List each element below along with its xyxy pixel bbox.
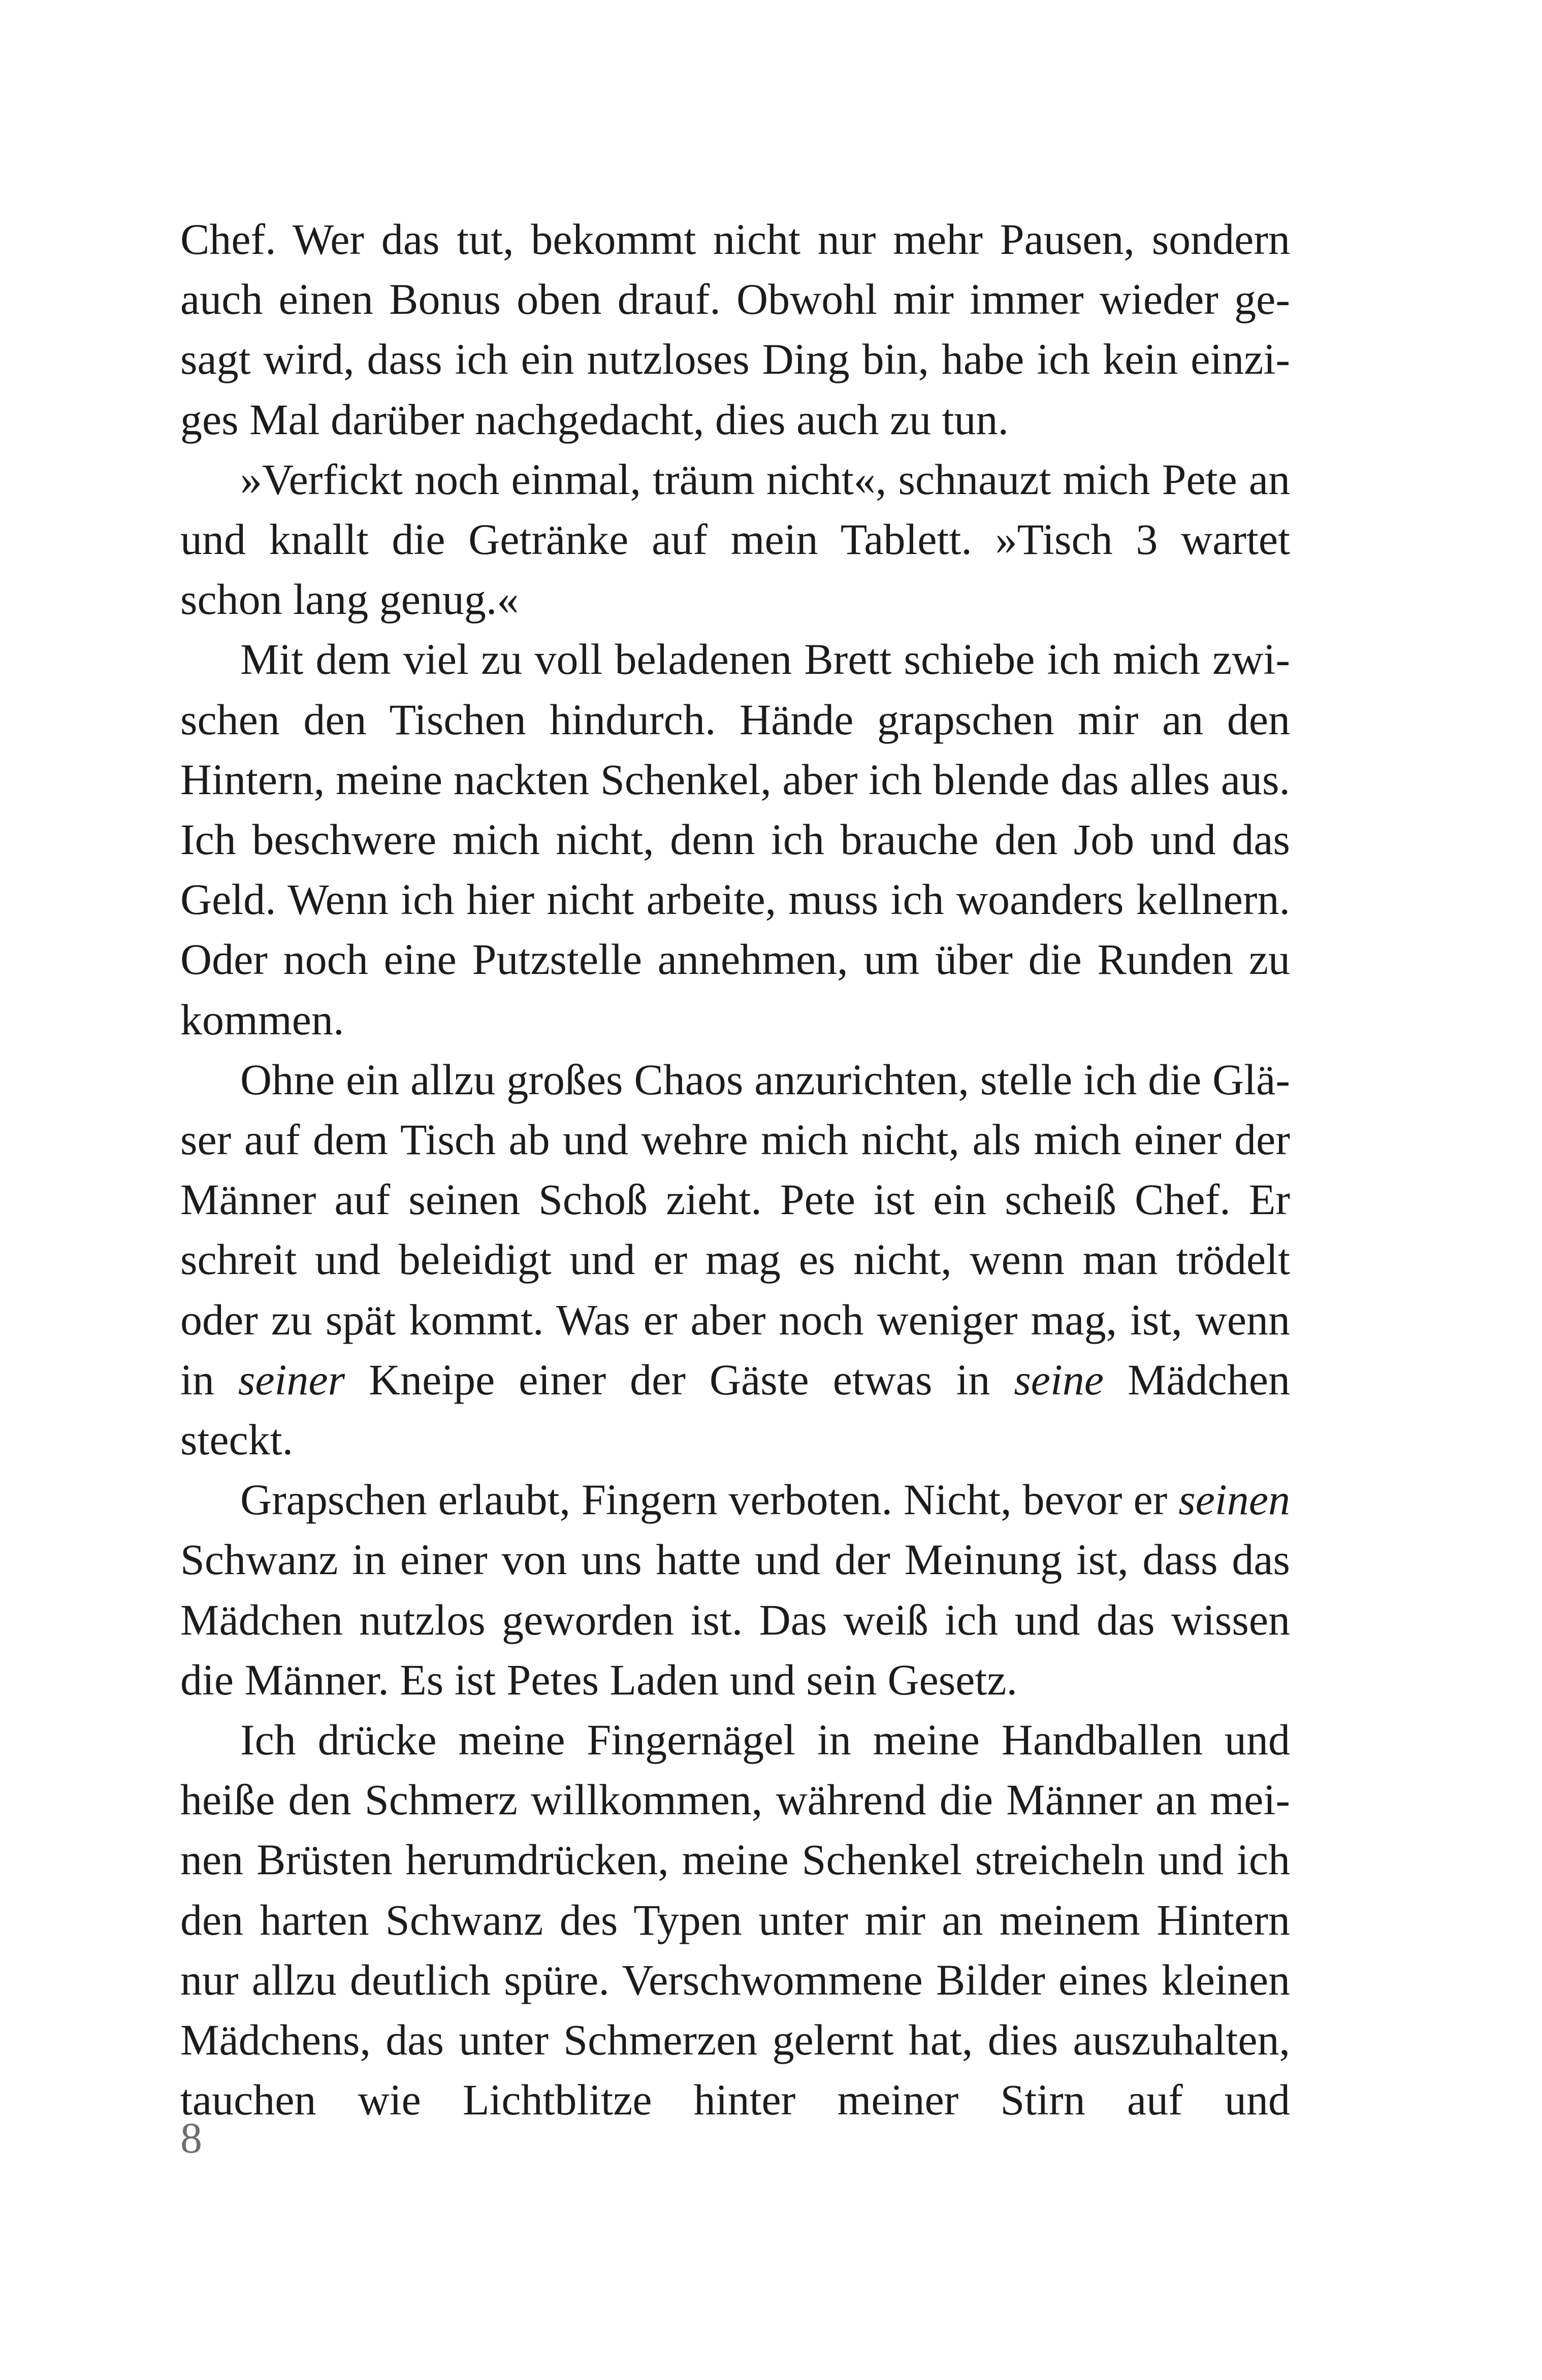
italic-text-run: seine [1014,1355,1104,1404]
text-run: Ohne ein allzu großes Chaos anzurichten, stelle ich die Gläser auf dem Tisch ab und wehre mich nicht, als mich einer der Männer auf seinen Schoß zieht. Pete ist ein scheiß Chef. Er schreit und beleidigt und er mag es nicht, wenn man trödelt oder zu spät kommt. Was er aber noch weniger mag, ist, wenn in [180,1055,1290,1404]
page-number: 8 [180,2113,202,2162]
italic-text-run: seinen [1178,1475,1290,1524]
paragraph [180,1050,1290,1470]
paragraph [180,1470,1290,1710]
paragraph [180,209,1290,449]
text-run: Ich drücke meine Fingernägel in meine Handballen und heiße den Schmerz willkommen, während die Männer an meinen Brüsten herumdrücken, meine Schenkel streicheln und ich den harten Schwanz des Typen unter mir an meinem Hintern nur allzu deutlich spüre. Verschwommene Bilder eines kleinen Mädchens, das unter Schmerzen gelernt hat, dies auszuhalten, tauchen wie Lichtblitze hinter meiner Stirn auf und [180,1715,1290,2125]
text-run: Chef. Wer das tut, bekommt nicht nur mehr Pausen, sondern auch einen Bonus oben drauf. Obwohl mir immer wieder gesagt wird, dass ich ein nutzloses Ding bin, habe ich kein einziges Mal darüber nachgedacht, dies auch zu tun. [180,215,1290,444]
paragraph [180,449,1290,630]
paragraph [180,1710,1290,2130]
italic-text-run: seiner [238,1355,345,1404]
body-text [180,209,1290,2130]
paragraph [180,629,1290,1049]
text-run: Mädchen steckt. [180,1355,1290,1464]
text-run: Mit dem viel zu voll beladenen Brett schiebe ich mich zwischen den Tischen hindurch. Hände grapschen mir an den Hintern, meine nackten Schenkel, aber ich blende das alles aus. Ich beschwere mich nicht, denn ich brauche den Job und das Geld. Wenn ich hier nicht arbeite, muss ich woanders kellnern. Oder noch eine Putzstelle annehmen, um über die Runden zu kommen. [180,635,1290,1044]
text-run: Grapschen erlaubt, Fingern verboten. Nicht, bevor er [240,1475,1179,1524]
text-run: Kneipe einer der Gäste etwas in [345,1355,1014,1404]
text-run: »Verfickt noch einmal, träum nicht«, schnauzt mich Pete an und knallt die Getränke auf mein Tablett. »Tisch 3 wartet schon lang genug.« [180,454,1290,624]
text-run: Schwanz in einer von uns hatte und der Meinung ist, dass das Mädchen nutzlos geworden ist. Das weiß ich und das wissen die Männer. Es ist Petes Laden und sein Gesetz. [180,1535,1290,1704]
